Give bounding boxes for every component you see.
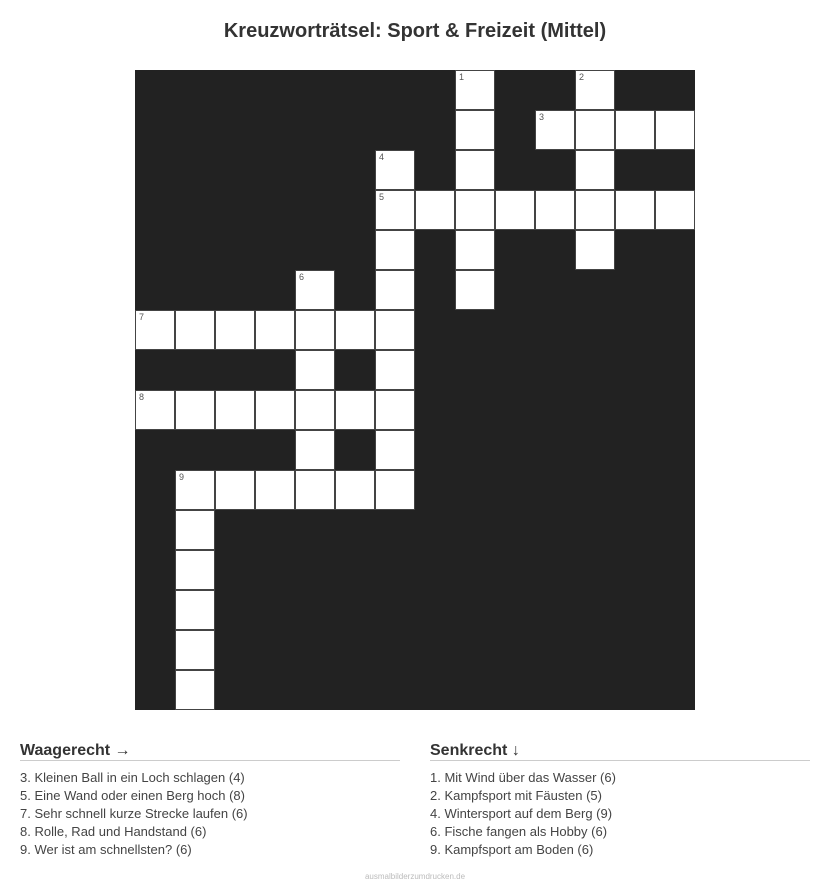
clue-number: 8 [139,392,145,402]
grid-cell[interactable] [295,350,335,390]
clue-item: 7. Sehr schnell kurze Strecke laufen (6) [20,806,248,821]
clue-item: 3. Kleinen Ball in ein Loch schlagen (4) [20,770,245,785]
grid-cell[interactable] [655,110,695,150]
grid-cell[interactable] [215,470,255,510]
grid-cell[interactable] [455,270,495,310]
grid-cell[interactable] [375,150,415,190]
grid-cell[interactable] [615,190,655,230]
grid-cell[interactable] [375,390,415,430]
clue-number: 4 [379,152,385,162]
clue-number: 5 [379,192,385,202]
grid-cell[interactable] [295,390,335,430]
grid-cell[interactable] [295,430,335,470]
grid-cell[interactable] [575,150,615,190]
grid-cell[interactable] [175,390,215,430]
footer-credit: ausmalbilderzumdrucken.de [364,872,466,881]
clue-item: 6. Fische fangen als Hobby (6) [430,824,608,839]
clue-item: 2. Kampfsport mit Fäusten (5) [430,788,602,803]
grid-cell[interactable] [375,430,415,470]
grid-cell[interactable] [215,310,255,350]
clue-number: 6 [299,272,305,282]
grid-cell[interactable] [255,470,295,510]
across-clue-list [20,769,400,859]
grid-cell[interactable] [375,470,415,510]
grid-cell[interactable] [175,550,215,590]
grid-cell[interactable] [295,470,335,510]
grid-cell[interactable] [575,190,615,230]
puzzle-title: Kreuzworträtsel: Sport & Freizeit (Mittel) [223,20,607,42]
grid-cell[interactable] [455,70,495,110]
grid-cell[interactable] [175,630,215,670]
down-heading: Senkrecht ↓ [430,740,810,761]
clue-item: 4. Wintersport auf dem Berg (9) [430,806,613,821]
down-clues-panel [430,740,810,859]
grid-cell[interactable] [455,110,495,150]
grid-cell[interactable] [135,390,175,430]
grid-cell[interactable] [175,670,215,710]
grid-cell[interactable] [575,70,615,110]
grid-cell[interactable] [175,310,215,350]
grid-cell[interactable] [535,190,575,230]
grid-cell[interactable] [575,110,615,150]
grid-cell[interactable] [375,230,415,270]
across-clues-panel [20,740,400,859]
grid-cell[interactable] [455,150,495,190]
grid-cell[interactable] [175,510,215,550]
crossword-grid [135,70,695,710]
grid-cell[interactable] [295,270,335,310]
grid-cell[interactable] [255,390,295,430]
grid-cell[interactable] [175,590,215,630]
grid-cell[interactable] [335,310,375,350]
grid-cell[interactable] [375,310,415,350]
clue-number: 3 [539,112,545,122]
grid-cell[interactable] [455,230,495,270]
clue-item: 9. Wer ist am schnellsten? (6) [20,842,192,857]
grid-cell[interactable] [335,390,375,430]
down-clue-list [430,769,810,859]
clue-item: 8. Rolle, Rad und Handstand (6) [20,824,207,839]
clue-item: 9. Kampfsport am Boden (6) [430,842,594,857]
grid-cell[interactable] [415,190,455,230]
grid-cell[interactable] [295,310,335,350]
grid-cell[interactable] [455,190,495,230]
grid-cell[interactable] [535,110,575,150]
grid-cell[interactable] [655,190,695,230]
grid-cell[interactable] [175,470,215,510]
grid-cell[interactable] [135,310,175,350]
grid-cell[interactable] [575,230,615,270]
grid-cell[interactable] [615,110,655,150]
clue-number: 7 [139,312,145,322]
grid-cell[interactable] [375,190,415,230]
grid-cell[interactable] [375,270,415,310]
clue-item: 5. Eine Wand oder einen Berg hoch (8) [20,788,245,803]
clue-number: 1 [459,72,465,82]
grid-cell[interactable] [335,470,375,510]
clue-number: 9 [179,472,185,482]
grid-cell[interactable] [215,390,255,430]
clue-number: 2 [579,72,585,82]
grid-cell[interactable] [255,310,295,350]
grid-cell[interactable] [375,350,415,390]
clue-item: 1. Mit Wind über das Wasser (6) [430,770,616,785]
across-heading: Waagerecht → [20,740,400,761]
grid-cell[interactable] [495,190,535,230]
